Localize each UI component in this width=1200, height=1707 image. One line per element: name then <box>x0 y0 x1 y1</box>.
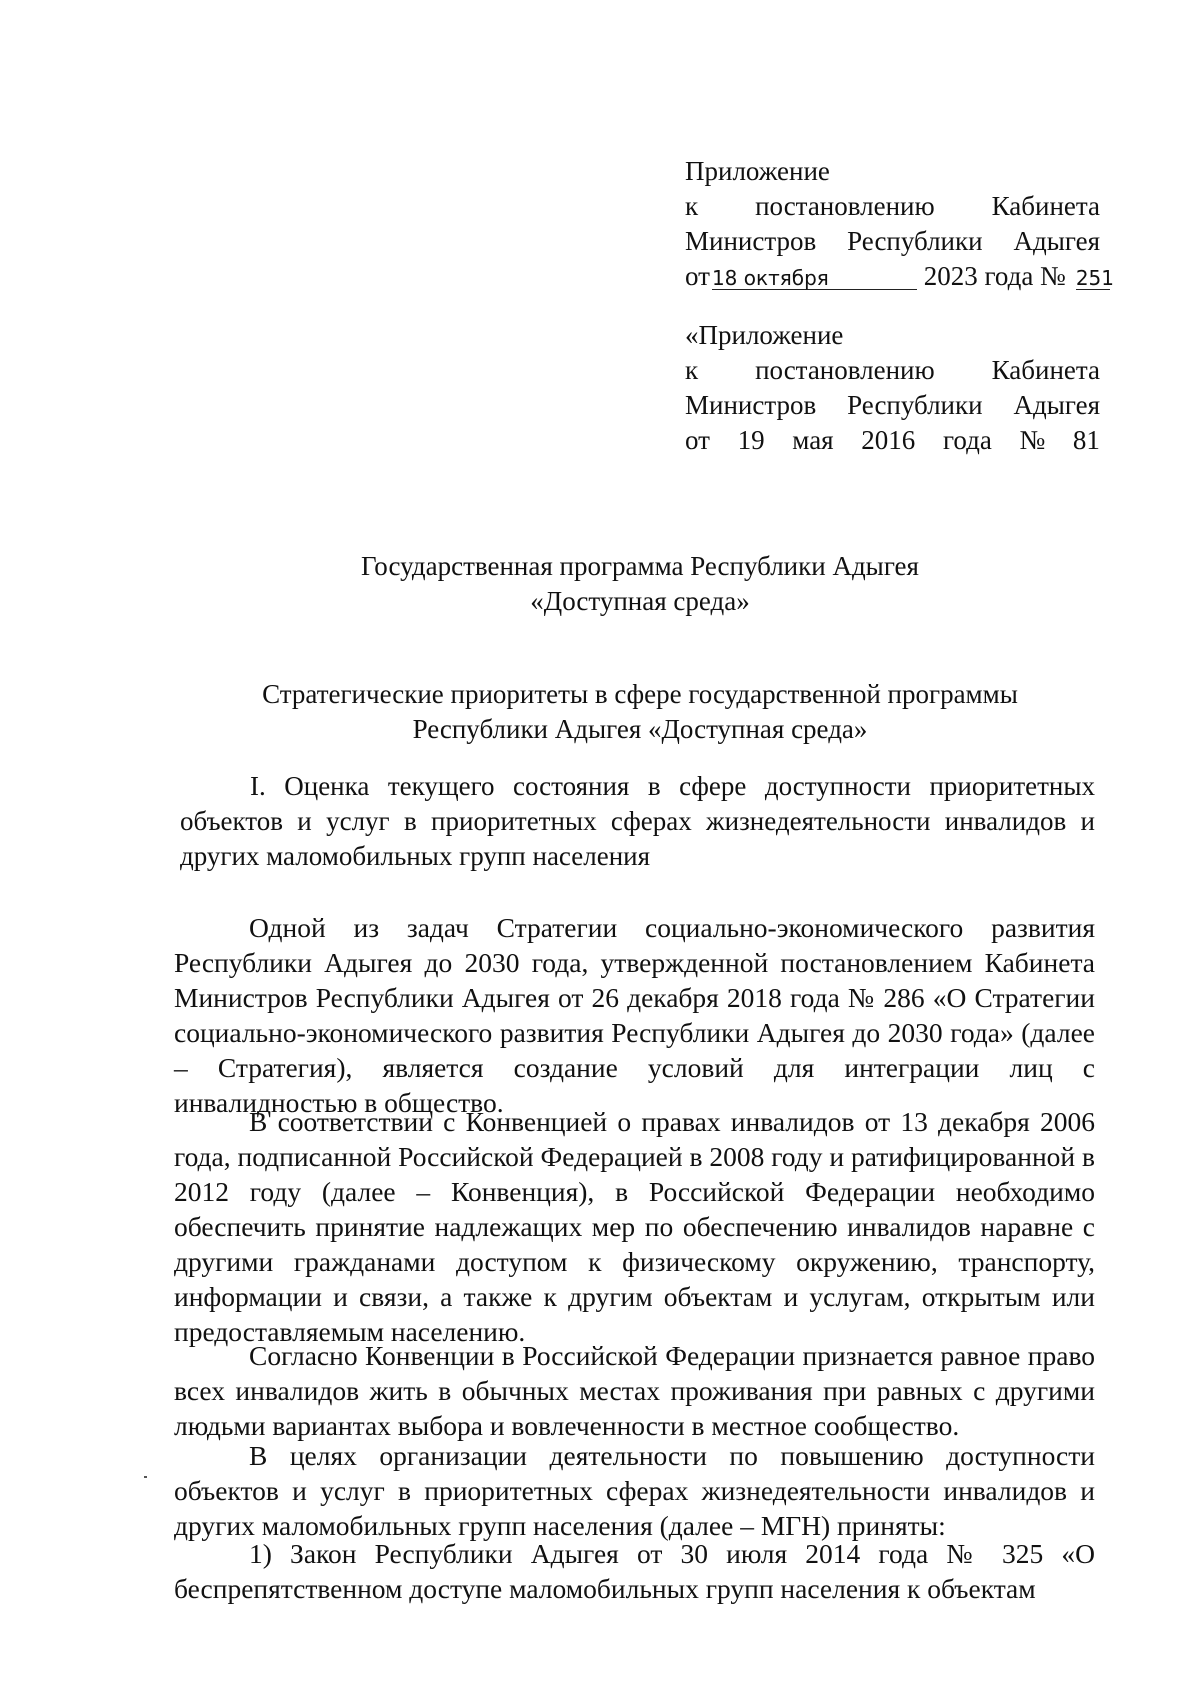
paragraph-text: Одной из задач Стратегии социально-экономического развития Республики Адыгея до 2030 года, утвержденной постановлением Кабинета Министров Республики Адыгея от 26 декабря 2018 года № 286 «О Стратегии социально-экономического развития Республики Адыгея до 2030 года» (далее – Стратегия), является создание условий для интеграции лиц с инвалидностью в общество. <box>174 912 1095 1118</box>
paragraph <box>174 1104 1095 1349</box>
date-prefix: от <box>685 261 710 291</box>
original-line-resolution <box>685 353 1100 388</box>
program-title-line: «Доступная среда» <box>530 586 750 616</box>
paragraph-text: Согласно Конвенции в Российской Федерации признается равное право всех инвалидов жить в обычных местах проживания при равных с другими людьми вариантах выбора и вовлеченности в местное сообщество. <box>174 1340 1095 1441</box>
original-word: от <box>685 425 710 455</box>
original-word: Адыгея <box>1013 390 1100 420</box>
appendix-word: постановлению <box>755 191 935 221</box>
appendix-word: к <box>685 191 699 221</box>
appendix-line-resolution <box>685 189 1100 224</box>
filled-date: 18 октября <box>712 267 917 290</box>
appendix-word: Республики <box>847 226 983 256</box>
paragraph <box>174 1338 1095 1443</box>
original-line-ministers <box>685 388 1100 423</box>
original-word: № <box>1019 425 1046 455</box>
original-word: Кабинета <box>991 355 1100 385</box>
appendix-label: Приложение <box>685 156 830 186</box>
original-word: 2016 <box>861 425 916 455</box>
appendix-word: Кабинета <box>991 191 1100 221</box>
original-line-date <box>685 423 1100 458</box>
original-appendix-header <box>685 318 1100 458</box>
appendix-word: Министров <box>685 226 817 256</box>
appendix-line-ministers <box>685 224 1100 259</box>
filled-number: 251 <box>1075 266 1114 290</box>
original-word: Республики <box>847 390 983 420</box>
original-word: Министров <box>685 390 817 420</box>
priorities-title-line: Стратегические приоритеты в сфере государственной программы <box>262 679 1018 709</box>
scan-speck <box>144 1476 147 1478</box>
paragraph <box>174 1438 1095 1543</box>
original-word: постановлению <box>755 355 935 385</box>
original-word: 81 <box>1072 425 1100 455</box>
appendix-header <box>685 154 1114 294</box>
paragraph-text: 1) Закон Республики Адыгея от 30 июля 2014 года № 325 «О беспрепятственном доступе маломобильных групп населения к объектам <box>174 1538 1095 1604</box>
original-word: мая <box>792 425 834 455</box>
priorities-title-line: Республики Адыгея «Доступная среда» <box>412 714 868 744</box>
paragraph <box>174 1536 1095 1606</box>
original-word: года <box>942 425 992 455</box>
original-word: к <box>685 355 699 385</box>
program-title-line: Государственная программа Республики Адыгея <box>361 551 919 581</box>
original-appendix-label: «Приложение <box>685 320 844 350</box>
program-title <box>0 549 1200 619</box>
section-heading: I. Оценка текущего состояния в сфере доступности приоритетных объектов и услуг в приоритетных сферах жизнедеятельности инвалидов и других маломобильных групп населения <box>180 771 1095 871</box>
paragraph-text: В целях организации деятельности по повышению доступности объектов и услуг в приоритетных сферах жизнедеятельности инвалидов и других маломобильных групп населения (далее – МГН) приняты: <box>174 1440 1095 1541</box>
priorities-title <box>0 677 1200 747</box>
year-text: 2023 года № <box>923 261 1066 291</box>
appendix-word: Адыгея <box>1013 226 1100 256</box>
paragraph <box>174 910 1095 1120</box>
paragraph-text: В соответствии с Конвенцией о правах инвалидов от 13 декабря 2006 года, подписанной Российской Федерацией в 2008 году и ратифицированной в 2012 году (далее – Конвенция), в Российской Федерации необходимо обеспечить принятие надлежащих мер по обеспечению инвалидов наравне с другими гражданами доступом к физическому окружению, транспорту, информации и связи, а также к другим объектам и услугам, открытым или предоставляемым населению. <box>174 1106 1096 1347</box>
appendix-line-date <box>685 259 1114 294</box>
original-word: 19 <box>737 425 765 455</box>
